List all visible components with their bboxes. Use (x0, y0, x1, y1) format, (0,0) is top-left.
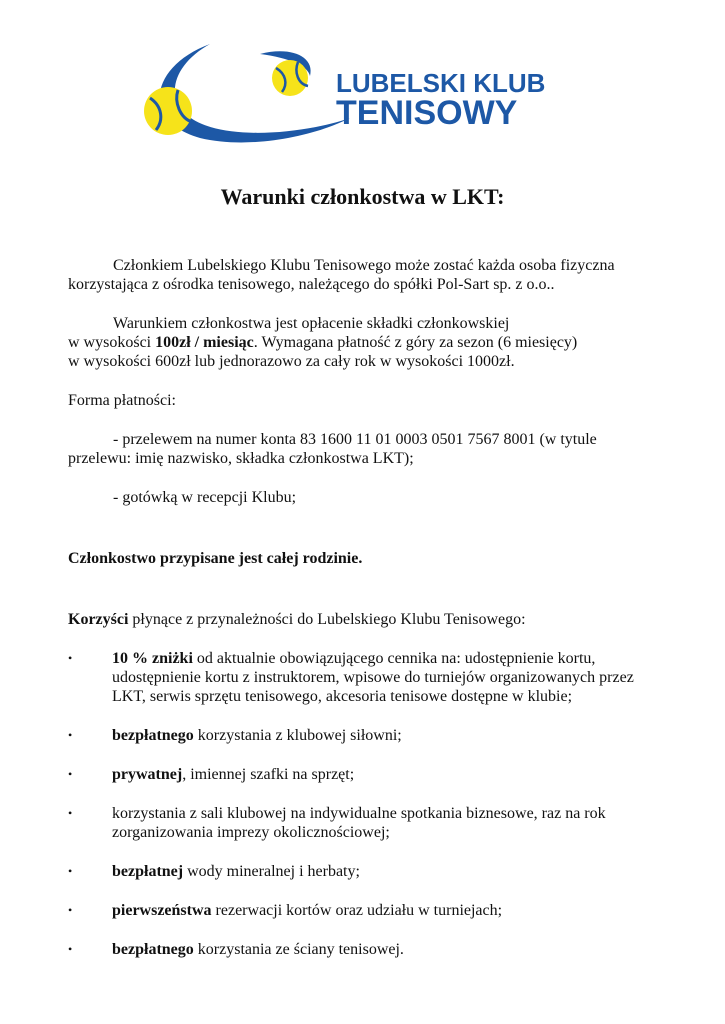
list-item-bold: prywatnej (112, 766, 183, 783)
fee-line-1: Warunkiem członkostwa jest opłacenie składki członkowskiej (113, 315, 510, 332)
payment-heading: Forma płatności: (68, 392, 176, 409)
list-item (68, 765, 658, 784)
logo-graphic (140, 36, 580, 156)
list-item-text: od aktualnie obowiązującego cennika na: udostępnienie kortu, udostępnienie kortu z instruktorem, wpisowe do turniejów organizowanych przez LKT, serwis sprzętu tenisowego, akcesoria tenisowe dostępne w klubie; (112, 650, 634, 705)
fee-line-2-start: w wysokości (68, 334, 156, 351)
tennis-ball-left-icon (144, 87, 192, 135)
payment-transfer: - przelewem na numer konta 83 1600 11 01 0003 0501 7567 8001 (w tytule przelewu: imię nazwisko, składka członkostwa LKT); (68, 431, 597, 467)
list-item (68, 804, 658, 842)
list-item-text: rezerwacji kortów oraz udziału w turniejach; (211, 902, 503, 919)
list-item-text: korzystania z klubowej siłowni; (193, 727, 402, 744)
bullet-icon: • (68, 942, 73, 956)
benefits-intro-rest: płynące z przynależności do Lubelskiego Klubu Tenisowego: (128, 611, 526, 628)
list-item-bold: bezpłatnego (112, 727, 194, 744)
bullet-icon: • (68, 767, 73, 781)
bullet-icon: • (68, 806, 73, 820)
list-item-text: korzystania ze ściany tenisowej. (193, 941, 404, 958)
fee-amount: 100zł / miesiąc (155, 334, 254, 351)
bullet-icon: • (68, 651, 73, 665)
logo-text-line1: LUBELSKI KLUB (336, 68, 546, 98)
intro-paragraph: Członkiem Lubelskiego Klubu Tenisowego może zostać każda osoba fizyczna korzystająca z ośrodka tenisowego, należącego do spółki Pol-Sart sp. z o.o.. (68, 257, 615, 293)
list-item (68, 649, 658, 706)
list-item-text: wody mineralnej i herbaty; (183, 863, 360, 880)
fee-line-2 (68, 334, 577, 351)
benefits-list (68, 649, 658, 959)
list-item (68, 901, 658, 920)
list-item-bold: bezpłatnej (112, 863, 184, 880)
document-body (68, 256, 658, 959)
family-note-text: Członkostwo przypisane jest całej rodzinie. (68, 550, 363, 567)
list-item (68, 726, 658, 745)
list-item (68, 940, 658, 959)
page-title: Warunki członkostwa w LKT: (220, 184, 505, 209)
list-item-bold: 10 % zniżki (112, 650, 193, 667)
fee-paragraph (68, 314, 658, 371)
benefits-intro (68, 610, 658, 629)
list-item-text: korzystania z sali klubowej na indywidualne spotkania biznesowe, raz na rok zorganizowania imprezy okolicznościowej; (112, 805, 606, 841)
list-item-text: , imiennej szafki na sprzęt; (182, 766, 355, 783)
benefits-intro-bold: Korzyści (68, 611, 129, 628)
fee-line-3: w wysokości 600zł lub jednorazowo za cały rok w wysokości 1000zł. (68, 353, 515, 370)
fee-line-2-end: . Wymagana płatność z góry za sezon (6 miesięcy) (253, 334, 578, 351)
family-note (68, 549, 658, 568)
list-item-bold: pierwszeństwa (112, 902, 212, 919)
logo-text-line2: TENISOWY (336, 94, 518, 132)
club-logo (140, 36, 580, 156)
payment-cash: - gotówką w recepcji Klubu; (113, 489, 297, 506)
bullet-icon: • (68, 728, 73, 742)
bullet-icon: • (68, 903, 73, 917)
tennis-ball-right-icon (272, 60, 308, 96)
list-item-bold: bezpłatnego (112, 941, 194, 958)
logo-swoosh (160, 44, 350, 142)
bullet-icon: • (68, 864, 73, 878)
list-item (68, 862, 658, 881)
